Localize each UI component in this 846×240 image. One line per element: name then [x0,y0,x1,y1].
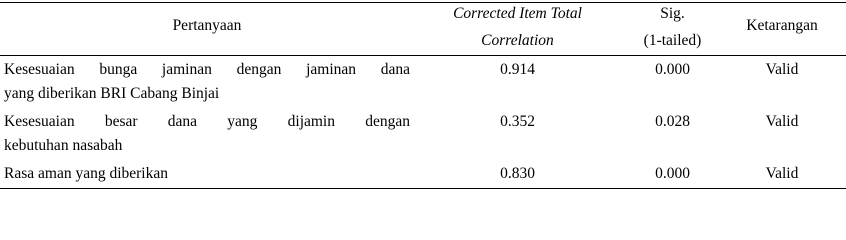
table-header-rule [0,55,846,56]
header-sig-line1: Sig. [660,5,685,22]
table-cell-sig: 0.000 [655,61,690,78]
header-correlation-line2: Correlation [481,32,554,49]
table-bottom-rule [0,188,846,189]
header-question: Pertanyaan [172,17,242,34]
table-cell-correlation: 0.914 [500,61,535,78]
table-cell-sig: 0.000 [655,165,690,182]
table-row-question [4,58,410,106]
header-sig-line2: (1-tailed) [643,32,702,49]
header-correlation-line1: Corrected Item Total [453,5,582,22]
table-row-question [4,162,410,186]
header-remarks: Ketarangan [746,17,818,34]
question-line: Rasa aman yang diberikan [4,165,168,182]
table-cell-remarks: Valid [765,113,799,130]
question-line: Kesesuaian bunga jaminan dengan jaminan dana [4,61,410,78]
table-cell-correlation: 0.830 [500,165,535,182]
question-line: yang diberikan BRI Cabang Binjai [4,85,220,102]
table-row-question [4,110,410,158]
table-cell-correlation: 0.352 [500,113,535,130]
table-cell-remarks: Valid [765,165,799,182]
question-line: kebutuhan nasabah [4,137,123,154]
table-cell-remarks: Valid [765,61,799,78]
table-cell-sig: 0.028 [655,113,690,130]
question-line: Kesesuaian besar dana yang dijamin dengan [4,113,410,130]
